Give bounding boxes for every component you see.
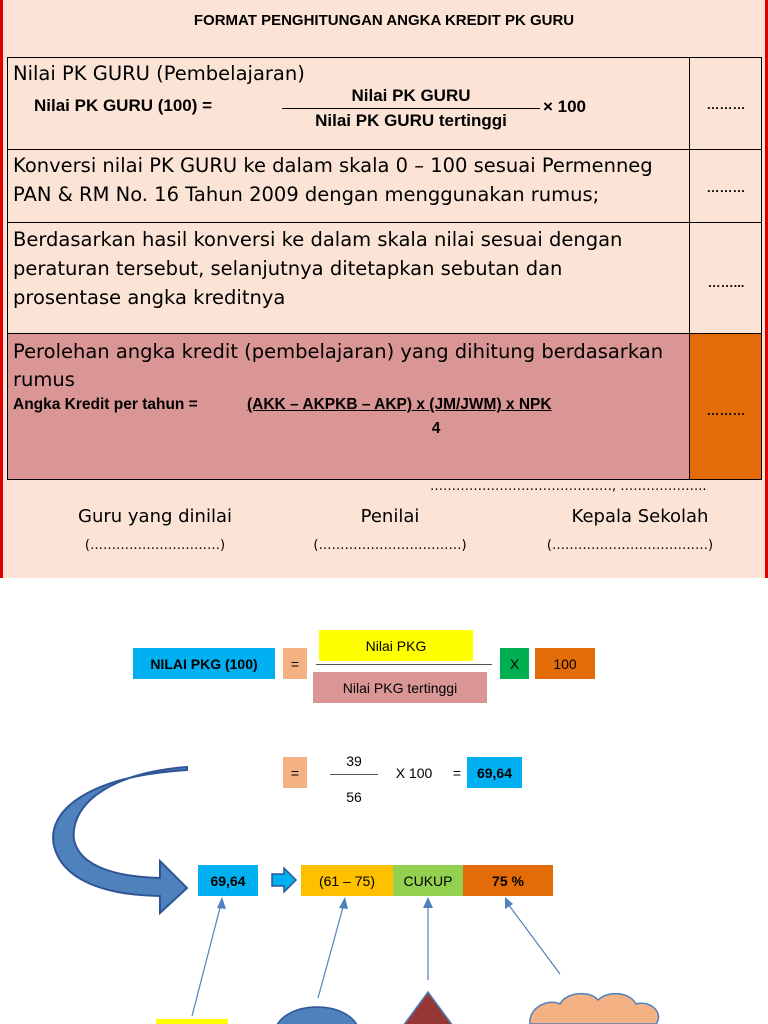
- row2-value: ………: [706, 180, 746, 195]
- calc-equals2: =: [452, 765, 462, 781]
- signature-label-assessor: Penilai: [360, 506, 420, 527]
- calc-times-hundred: X 100: [395, 765, 433, 781]
- row2-line2: PAN & RM No. 16 Tahun 2009 dengan menggunakan rumus;: [13, 183, 600, 206]
- row4-line1: Perolehan angka kredit (pembelajaran) yang dihitung berdasarkan: [13, 340, 664, 363]
- row1-value: ………: [706, 97, 746, 112]
- row1-numerator: Nilai PK GURU: [351, 86, 471, 105]
- row1-denominator: Nilai PK GURU tertinggi: [315, 111, 507, 130]
- row3-line1: Berdasarkan hasil konversi ke dalam skala nilai sesuai dengan: [13, 228, 623, 251]
- formula-hundred-box: 100: [535, 648, 595, 679]
- row3-line2: peraturan tersebut, selanjutnya ditetapkan sebutan dan: [13, 257, 563, 280]
- calc-numerator: 39: [346, 753, 362, 769]
- nilai-pkg-label-box: NILAI PKG (100): [133, 648, 275, 679]
- row4-line2: rumus: [13, 368, 75, 391]
- row4-formula-label: Angka Kredit per tahun =: [13, 396, 198, 413]
- slide-title: FORMAT PENGHITUNGAN ANGKA KREDIT PK GURU: [193, 12, 575, 29]
- row4-value: ………: [706, 403, 746, 418]
- row2-line1: Konversi nilai PK GURU ke dalam skala 0 – 100 sesuai Permenneg: [13, 154, 653, 177]
- cloud-shape: [530, 994, 659, 1024]
- row-divider: [7, 333, 762, 334]
- category-box: CUKUP: [393, 865, 463, 896]
- row1-fraction-bar: [282, 108, 540, 109]
- row3-value: ……...: [707, 275, 745, 290]
- signature-line-principal: (………………………………): [546, 538, 714, 553]
- formula-equals-box: =: [283, 648, 307, 679]
- row4-formula-denominator: 4: [431, 420, 441, 437]
- place-date-line: ……………………………………, ………………..: [430, 479, 707, 494]
- row1-formula-left: Nilai PK GURU (100) =: [34, 96, 213, 115]
- pointer-arrows: [0, 578, 768, 1024]
- yellow-rectangle-shape: [156, 1019, 228, 1024]
- row-divider: [7, 149, 762, 150]
- row3-line3: prosentase angka kreditnya: [13, 286, 286, 309]
- row1-heading: Nilai PK GURU (Pembelajaran): [13, 62, 305, 85]
- numerator-box: Nilai PKG: [319, 630, 473, 661]
- denominator-box: Nilai PKG tertinggi: [313, 672, 487, 703]
- signature-label-teacher: Guru yang dinilai: [78, 506, 232, 527]
- red-triangle-shape: [400, 992, 456, 1024]
- blue-circle-shape: [275, 1007, 359, 1024]
- row-divider: [7, 222, 762, 223]
- calc-denominator: 56: [346, 789, 362, 805]
- calc-result-box: 69,64: [467, 757, 522, 788]
- signature-label-principal: Kepala Sekolah: [571, 506, 709, 527]
- result-value-box: 69,64: [198, 865, 258, 896]
- percent-box: 75 %: [463, 865, 553, 896]
- signature-line-assessor: (……………………………): [313, 538, 467, 553]
- row4-formula-numerator: (AKK – AKPKB – AKP) x (JM/JWM) x NPK: [247, 396, 552, 413]
- calc-equals-box: =: [283, 757, 307, 788]
- signature-line-teacher: (…………………………): [84, 538, 226, 553]
- range-box: (61 – 75): [301, 865, 393, 896]
- row1-times: × 100: [543, 97, 587, 116]
- formula-times-box: X: [500, 648, 529, 679]
- slide-left-border: [0, 0, 3, 578]
